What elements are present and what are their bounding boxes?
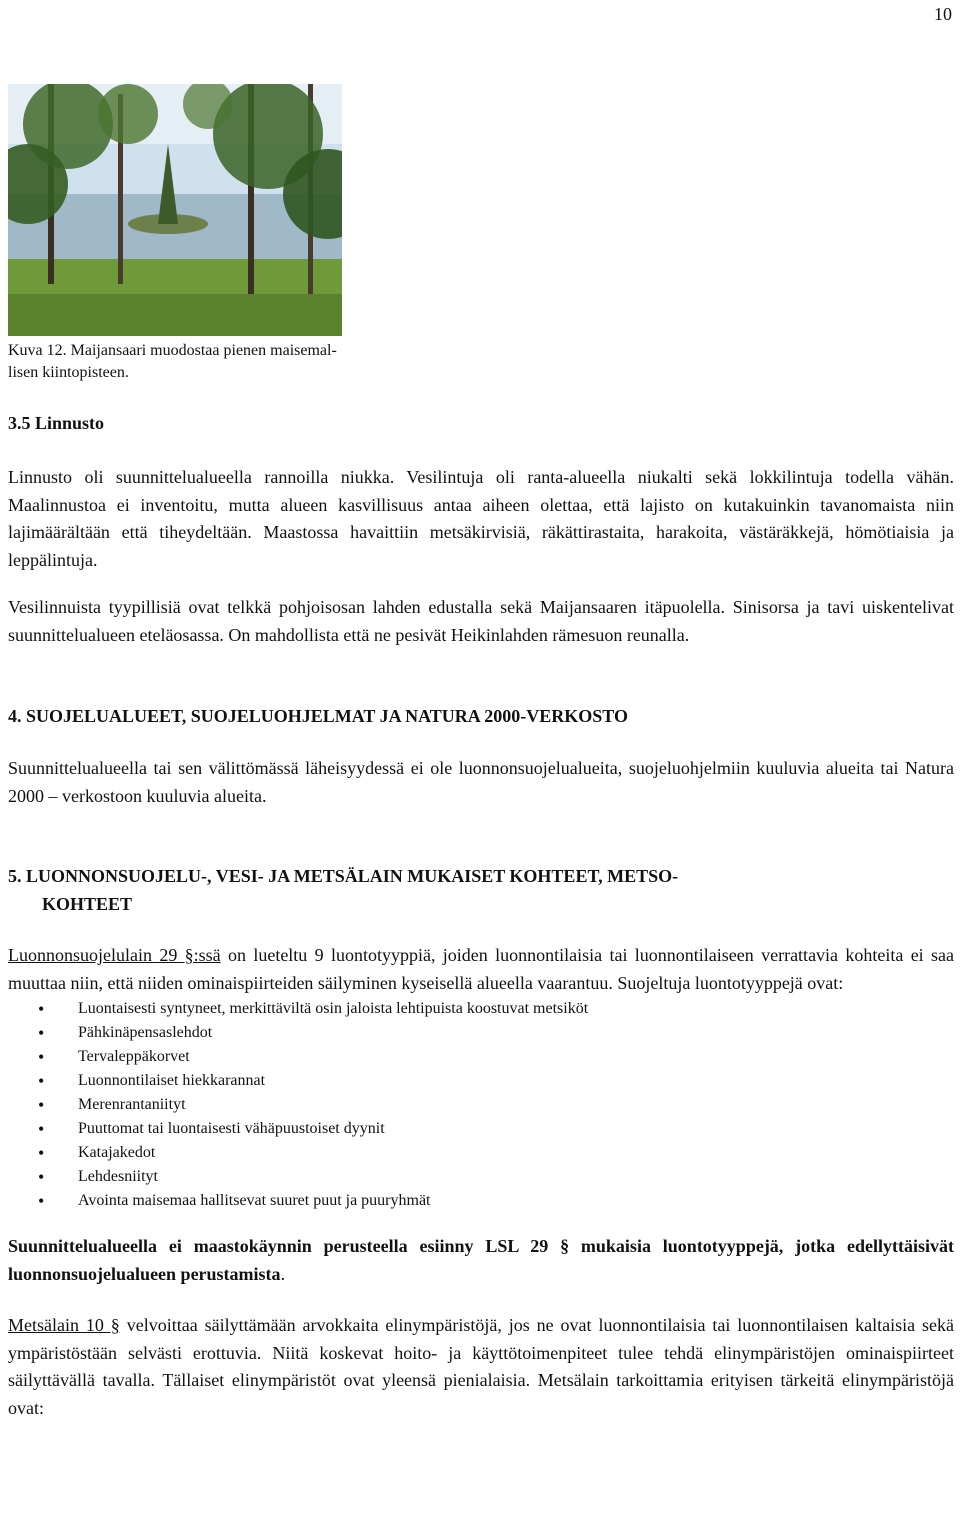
conclusion-bold-text: Suunnittelualueella ei maastokäynnin perusteella esiinny LSL 29 § mukaisia luontotyyppejä, jotka edellyttäisivät luonnonsuojelualueen perustamista [8,1236,954,1284]
list-item: • Luonnontilaiset hiekkarannat [8,1069,954,1093]
lake-island-photo [8,84,342,336]
list-item: • Avointa maisemaa hallitsevat suuret puut ja puuryhmät [8,1189,954,1213]
section-5-heading [8,862,954,918]
intro-text: on lueteltu 9 luontotyyppiä, joiden luonnontilaisia tai luonnontilaiseen verrattavia kohteita ei saa muuttaa niin, että niiden ominaispiirteiden säilyminen kyseisellä alueella vaarantuu. Suojeltuja luontotyyppejä ovat: [8,945,955,993]
conclusion-paragraph [8,1233,954,1288]
protected-areas-paragraph: Suunnittelualueella tai sen välittömässä läheisyydessä ei ole luonnonsuojelualueita, suojeluohjelmiin kuuluvia alueita tai Natura 2000 – verkostoon kuuluvia alueita. [8,758,954,806]
list-item: • Luontaisesti syntyneet, merkittäviltä osin jaloista lehtipuista koostuvat metsiköt [8,997,954,1021]
section-5-heading-line: 5. LUONNONSUOJELU-, VESI- JA METSÄLAIN MUKAISET KOHTEET, METSO- [8,866,679,886]
section-5-heading-line: KOHTEET [42,894,133,914]
page-number: 10 [934,4,952,24]
section-4-heading: 4. SUOJELUALUEET, SUOJELUOHJELMAT JA NATURA 2000-VERKOSTO [8,706,628,726]
figure-caption [8,340,428,384]
main-content [8,409,954,1422]
section-3-5-heading: 3.5 Linnusto [8,413,105,433]
list-item: • Merenrantaniityt [8,1093,954,1117]
nature-conservation-act-link[interactable]: Luonnonsuojelulain 29 §:ssä [8,945,221,965]
list-item: • Tervaleppäkorvet [8,1045,954,1069]
list-item: • Katajakedot [8,1141,954,1165]
list-item: • Lehdesniityt [8,1165,954,1189]
list-item: • Pähkinäpensaslehdot [8,1021,954,1045]
list-item: • Puuttomat tai luontaisesti vähäpuustoiset dyynit [8,1117,954,1141]
forest-act-link[interactable]: Metsälain 10 § [8,1315,120,1335]
conclusion-end: . [280,1263,286,1284]
habitat-type-list [8,997,954,1213]
caption-line: Kuva 12. Maijansaari muodostaa pienen maisemal- [8,342,337,359]
caption-line: lisen kiintopisteen. [8,364,129,381]
nature-conservation-intro [8,942,954,997]
birds-paragraph-2: Vesilinnuista tyypillisiä ovat telkkä pohjoisosan lahden edustalla sekä Maijansaaren itäpuolella. Sinisorsa ja tavi uiskentelivat suunnittelualueen eteläosassa. On mahdollista että ne pesivät Heikinlahden rämesuon reunalla. [8,597,954,645]
forest-act-text: velvoittaa säilyttämään arvokkaita elinympäristöjä, jos ne ovat luonnontilaisia tai luonnontilaisen kaltaisia sekä ympäristöstään selvästi erottuvia. Niitä koskevat hoito- ja käyttötoimenpiteet tulee tehdä elinympäristöjen ominaispiirteet säilyttävällä tavalla. Tällaiset elinympäristöt ovat yleensä pienialaisia. Metsälain tarkoittamia erityisen tärkeitä elinympäristöjä ovat: [8,1315,955,1418]
birds-paragraph-1: Linnusto oli suunnittelualueella rannoilla niukka. Vesilintuja oli ranta-alueella niukalti sekä lokkilintuja todella vähän. Maalinnustoa ei inventoitu, mutta alueen kasvillisuus antaa aiheen olettaa, että lajisto on kutakuinkin tavanomaista niin lajimäärältään että tiheydeltään. Maastossa havaittiin metsäkirvisiä, räkättirastaita, harakoita, västäräkkejä, hömötiaisia ja leppälintuja. [8,467,954,570]
forest-act-paragraph [8,1312,954,1422]
